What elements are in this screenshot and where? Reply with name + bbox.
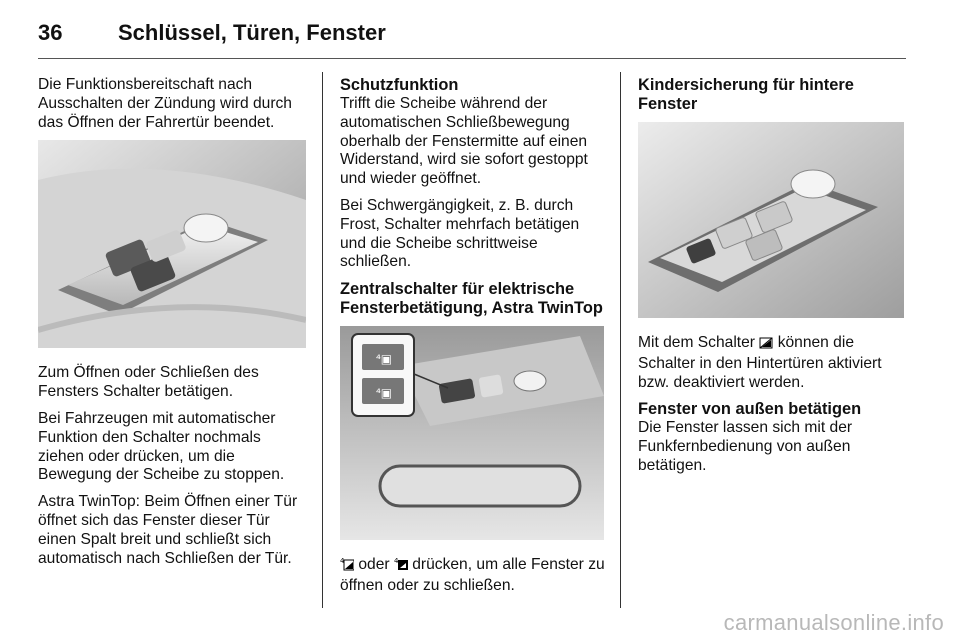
child-lock-icon xyxy=(759,336,773,355)
heading: Kindersicherung für hintere Fenster xyxy=(638,76,854,113)
paragraph: Zum Öffnen oder Schließen des Fensters Schalter betätigen. xyxy=(38,364,259,401)
paragraph xyxy=(638,334,908,392)
svg-text:⁴▣: ⁴▣ xyxy=(376,386,393,401)
column-2 xyxy=(340,76,606,604)
svg-text:⁴▣: ⁴▣ xyxy=(376,352,393,367)
column-3 xyxy=(638,76,908,484)
paragraph: Trifft die Scheibe während der automatischen Schließbewegung oberhalb der Fenstermitte auf einen Widerstand, wird sie sofort gestoppt und wieder geöffnet. xyxy=(340,95,588,188)
paragraph: Die Funktionsbereitschaft nach Ausschalten der Zündung wird durch das Öffnen der Fahrertür beendet. xyxy=(38,76,292,131)
paragraph: Bei Schwergängigkeit, z. B. durch Frost, Schalter mehrfach betätigen und die Scheibe schrittweise schließen. xyxy=(340,196,580,271)
heading: Fenster von außen betätigen xyxy=(638,400,862,419)
watermark: carmanualsonline.info xyxy=(723,610,944,635)
svg-text:4: 4 xyxy=(340,557,345,566)
column-divider xyxy=(322,72,323,608)
paragraph-text: oder xyxy=(358,556,390,574)
paragraph: Astra TwinTop: Beim Öffnen einer Tür öffnet sich das Fenster dieser Tür einen Spalt breit und schließt sich automatisch nach Schließen der Tür. xyxy=(38,493,298,567)
section-title: Schlüssel, Türen, Fenster xyxy=(118,20,386,45)
page-number: 36 xyxy=(38,20,63,45)
paragraph: Die Fenster lassen sich mit der Funkfernbedienung von außen betätigen. xyxy=(638,419,853,474)
door-switch-illustration xyxy=(38,140,306,348)
paragraph-text: Mit dem Schalter xyxy=(638,334,755,351)
paragraph-text: drücken, um alle Fenster zu öffnen oder zu schließen. xyxy=(340,556,605,594)
paragraph: Bei Fahrzeugen mit automatischer Funktion den Schalter nochmals ziehen oder drücken, um die Bewegung der Scheibe zu stoppen. xyxy=(38,409,285,484)
central-switch-illustration xyxy=(340,326,606,540)
heading: Schutzfunktion xyxy=(340,76,459,94)
page-header xyxy=(38,18,906,59)
column-divider xyxy=(620,72,621,608)
paragraph xyxy=(340,556,606,596)
paragraph-text: können die Schalter in den Hintertüren aktiviert bzw. deaktiviert werden. xyxy=(638,334,882,391)
heading: Zentralschalter für elektrische Fensterbetätigung, Astra TwinTop xyxy=(340,280,603,318)
svg-text:4: 4 xyxy=(393,557,399,566)
window-switch-close-icon xyxy=(394,557,408,577)
column-1 xyxy=(38,76,306,576)
child-lock-illustration xyxy=(638,122,908,318)
window-switch-open-icon xyxy=(340,557,354,577)
